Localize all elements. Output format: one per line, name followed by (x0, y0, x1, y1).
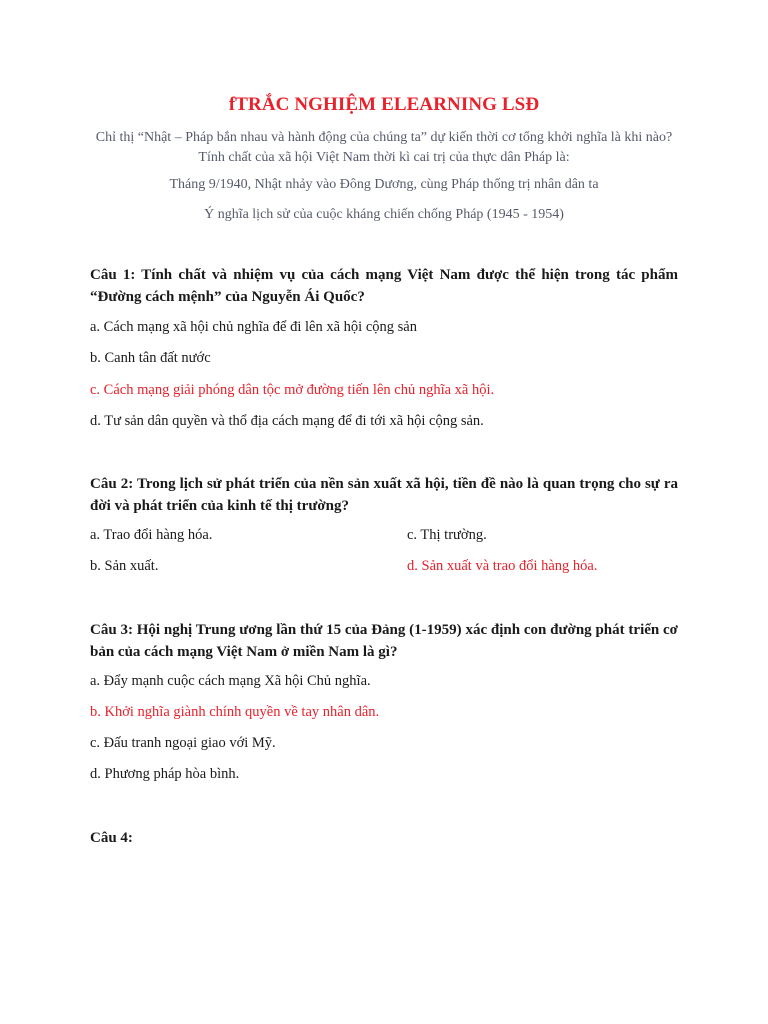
question-4-heading: Câu 4: (90, 830, 133, 846)
question-2-heading: Câu 2: Trong lịch sử phát triển của nền sản xuất xã hội, tiền đề nào là quan trọng cho sự ra đời và phát triển của kinh tế thị trường? (90, 476, 678, 514)
question-2-option-a: a. Trao đổi hàng hóa. (90, 527, 213, 543)
question-1-heading: Câu 1: Tính chất và nhiệm vụ của cách mạng Việt Nam được thể hiện trong tác phẩm “Đường cách mệnh” của Nguyễn Ái Quốc? (90, 267, 678, 305)
question-2-option-d-correct: d. Sản xuất và trao đổi hàng hóa. (407, 558, 598, 574)
question-3-option-a: a. Đẩy mạnh cuộc cách mạng Xã hội Chủ nghĩa. (90, 673, 371, 689)
question-3-heading: Câu 3: Hội nghị Trung ương lần thứ 15 của Đảng (1-1959) xác định con đường phát triển cơ bản của cách mạng Việt Nam ở miền Nam là gì? (90, 622, 678, 660)
question-3-option-d: d. Phương pháp hòa bình. (90, 766, 240, 782)
question-1-option-b: b. Canh tân đất nước (90, 350, 211, 366)
question-3-option-c: c. Đấu tranh ngoại giao với Mỹ. (90, 735, 276, 751)
intro-question-line: Chỉ thị “Nhật – Pháp bắn nhau và hành động của chúng ta” dự kiến thời cơ tổng khởi nghĩa là khi nào? Tính chất của xã hội Việt Nam thời kì cai trị của thực dân Pháp là: (95, 130, 673, 165)
question-3-option-b-correct: b. Khởi nghĩa giành chính quyền về tay nhân dân. (90, 704, 380, 720)
question-1-option-c-correct: c. Cách mạng giải phóng dân tộc mở đường tiến lên chủ nghĩa xã hội. (90, 382, 495, 398)
question-1-option-d: d. Tư sản dân quyền và thổ địa cách mạng để đi tới xã hội cộng sản. (90, 413, 484, 429)
question-1-option-a: a. Cách mạng xã hội chủ nghĩa để đi lên xã hội cộng sản (90, 319, 417, 335)
question-2-option-c: c. Thị trường. (407, 527, 487, 543)
intro-topic-line: Ý nghĩa lịch sử của cuộc kháng chiến chống Pháp (1945 - 1954) (204, 207, 564, 222)
intro-answer-line: Tháng 9/1940, Nhật nhảy vào Đông Dương, cùng Pháp thống trị nhân dân ta (169, 177, 599, 192)
document-title: fTRẮC NGHIỆM ELEARNING LSĐ (228, 94, 540, 115)
question-2-option-b: b. Sản xuất. (90, 558, 159, 574)
